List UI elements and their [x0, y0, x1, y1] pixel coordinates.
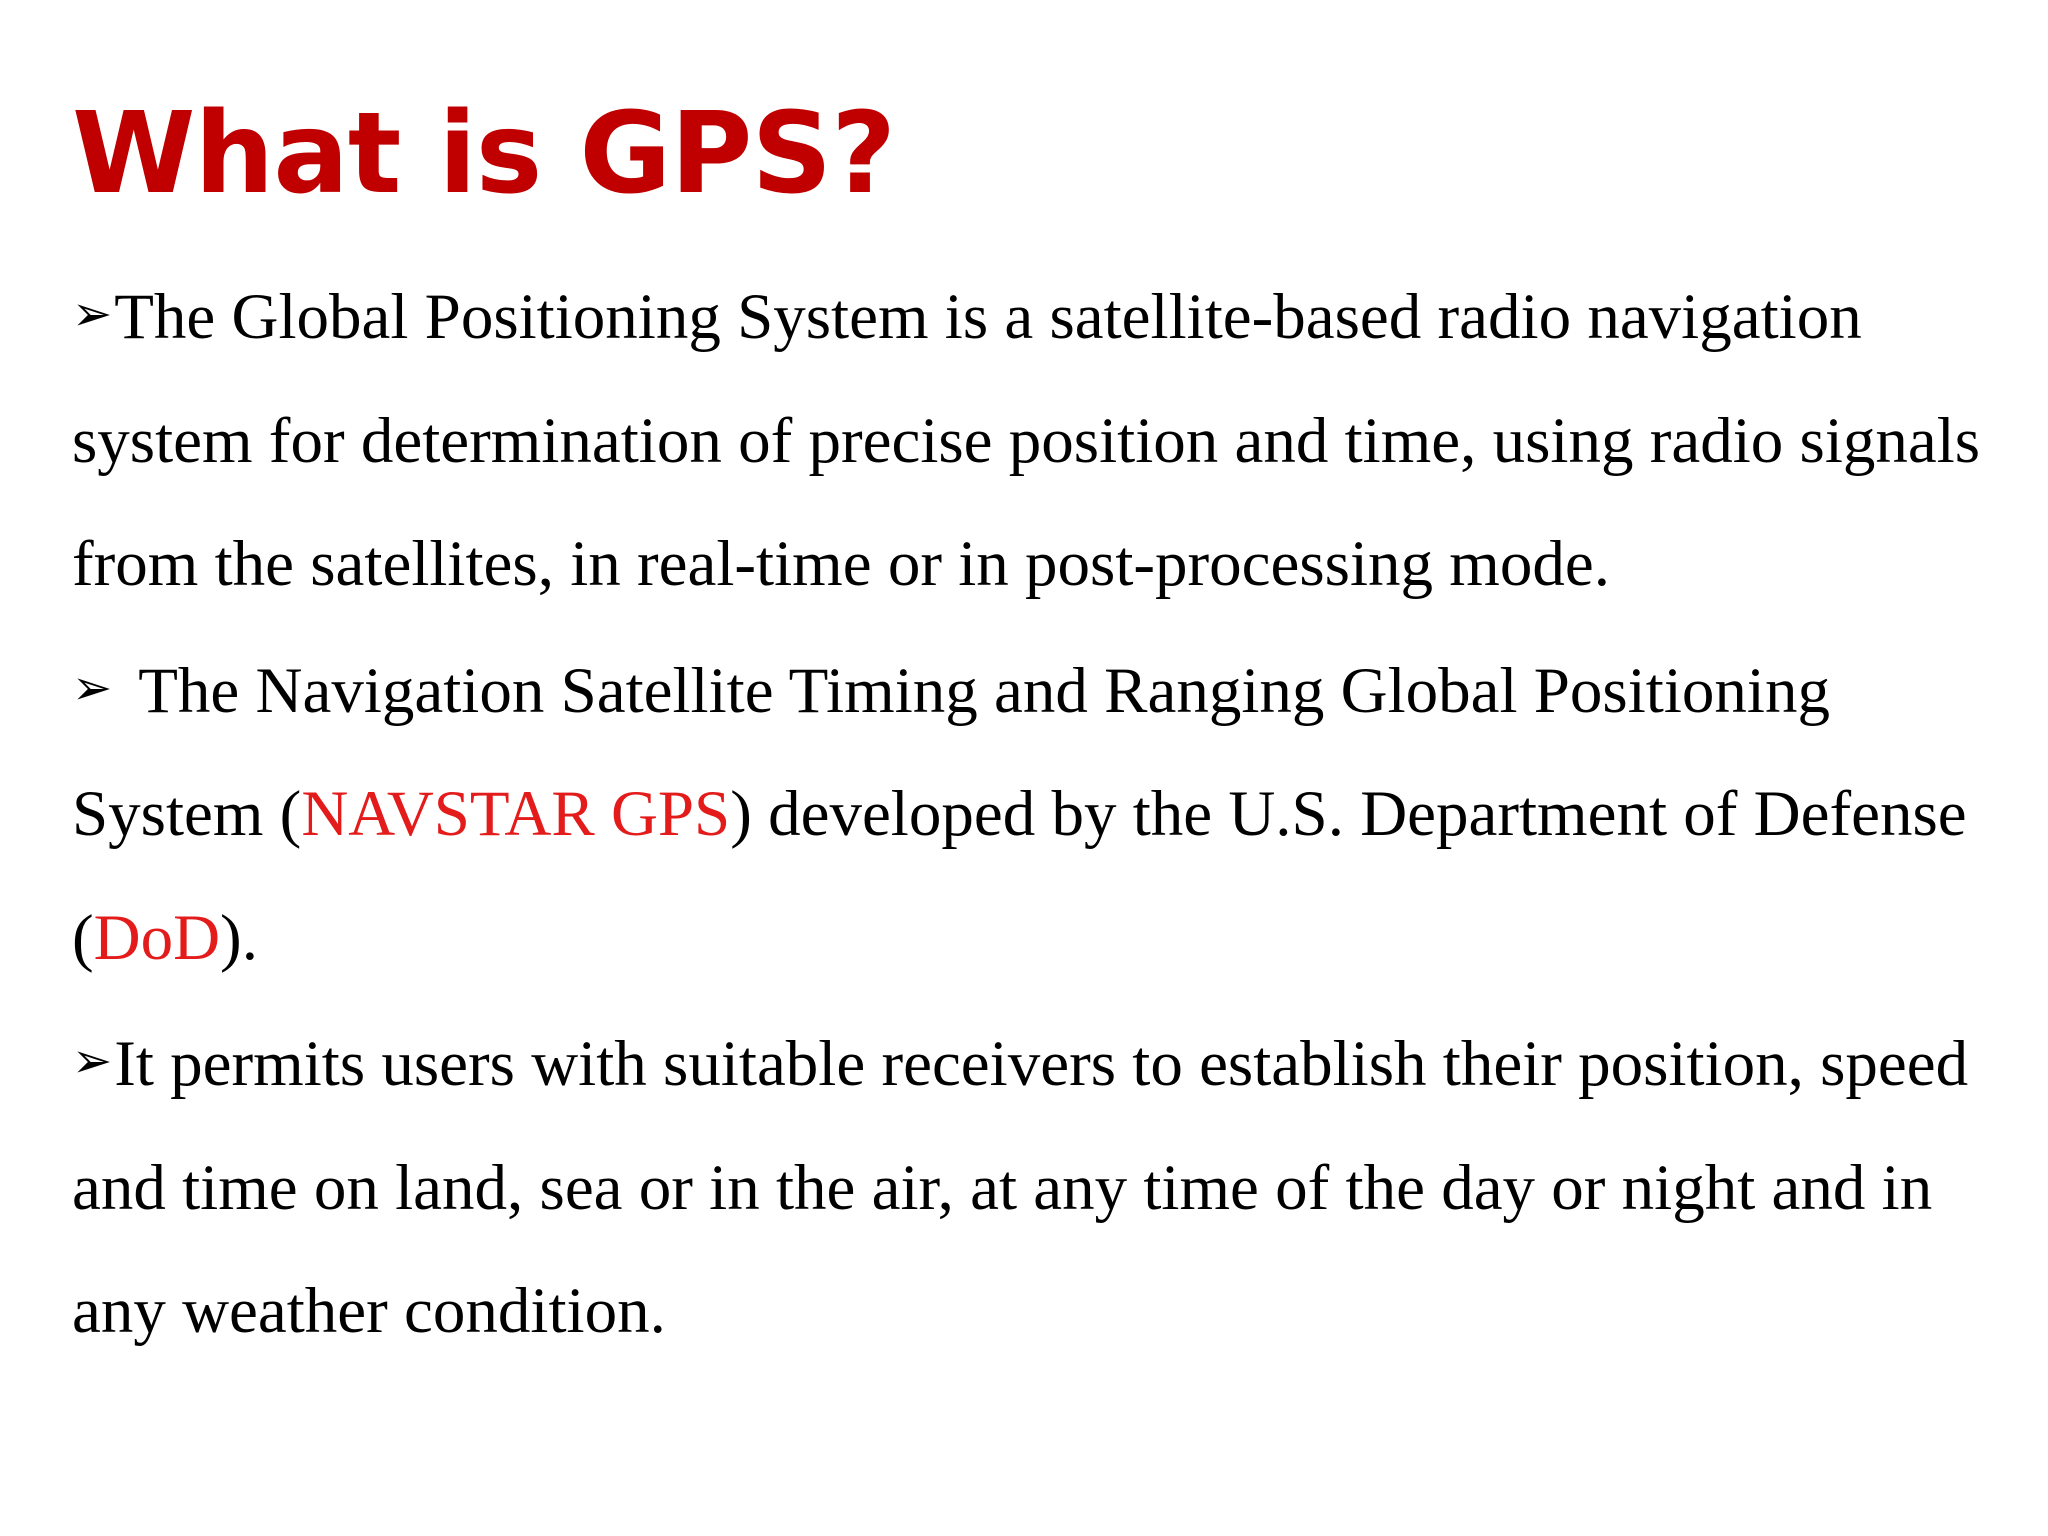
arrowhead-bullet-icon: ➢ [72, 659, 113, 716]
arrowhead-bullet-icon: ➢ [72, 286, 113, 342]
bullet-text: It permits users with suitable receivers to establish their position, speed and time on land, sea or in the air, at any time of the day or night and in any weather condition. [72, 1028, 1969, 1347]
highlight-navstar-gps: NAVSTAR GPS [301, 778, 731, 850]
slide-title: What is GPS? [72, 89, 896, 219]
bullet-text: ). [220, 901, 258, 974]
bullet-list [72, 253, 2032, 1374]
bullet-point-gps-definition [72, 253, 2032, 627]
arrowhead-bullet-icon: ➢ [72, 1033, 113, 1089]
bullet-text: The Global Positioning System is a satellite-based radio navigation system for determination of precise position and time, using radio signals from the satellites, in real-time or in post-processing mode. [72, 281, 1981, 600]
bullet-point-users [72, 1000, 2032, 1374]
bullet-point-navstar [72, 627, 2032, 1001]
bullet-text: ) developed by the U.S. Department of Defense ( [72, 778, 1967, 974]
bullet-text: The Navigation Satellite Timing and Ranging Global Positioning System ( [72, 654, 1830, 850]
highlight-dod: DoD [93, 901, 221, 974]
